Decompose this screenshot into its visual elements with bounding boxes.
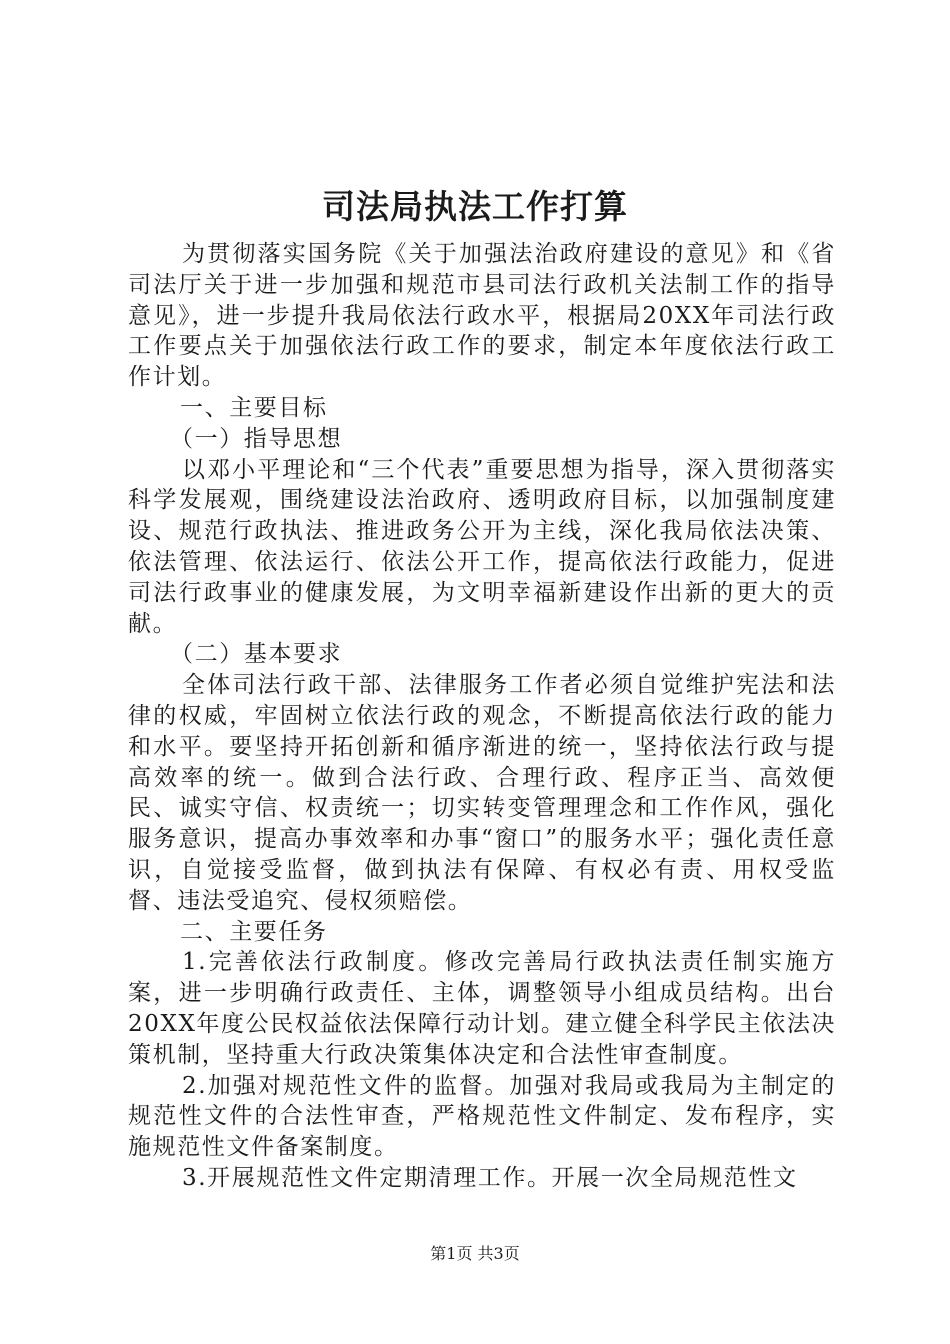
document-title: 司法局执法工作打算 xyxy=(322,187,628,226)
intro-paragraph: 为贯彻落实国务院《关于加强法治政府建设的意见》和《省司法厅关于进一步加强和规范市县司法行政机关法制工作的指导意见》，进一步提升我局依法行政水平，根据局20XX年司法行政工作要点关于加强依法行政工作的要求，制定本年度依法行政工作计划。 xyxy=(128,241,836,391)
task-item-1: 1.完善依法行政制度。修改完善局行政执法责任制实施方案，进一步明确行政责任、主体，调整领导小组成员结构。出台20XX年度公民权益依法保障行动计划。建立健全科学民主依法决策机制，坚持重大行政决策集体决定和合法性审查制度。 xyxy=(128,949,837,1068)
task-item-2: 2.加强对规范性文件的监督。加强对我局或我局为主制定的规范性文件的合法性审查，严格规范性文件制定、发布程序，实施规范性文件备案制度。 xyxy=(128,1072,836,1161)
section-heading-tasks: 二、主要任务 xyxy=(180,918,328,945)
subsection-heading-guiding-ideology: （一）指导思想 xyxy=(170,425,343,452)
subsection-heading-basic-requirements: （二）基本要求 xyxy=(170,641,343,668)
section-heading-goals: 一、主要目标 xyxy=(180,394,328,421)
page-number-footer: 第1页 共3页 xyxy=(430,1244,520,1263)
task-item-3: 3.开展规范性文件定期清理工作。开展一次全局规范性文 xyxy=(182,1164,798,1191)
basic-requirements-paragraph: 全体司法行政干部、法律服务工作者必须自觉维护宪法和法律的权威，牢固树立依法行政的观念，不断提高依法行政的能力和水平。要坚持开拓创新和循序渐进的统一，坚持依法行政与提高效率的统一。做到合法行政、合理行政、程序正当、高效便民、诚实守信、权责统一；切实转变管理理念和工作作风，强化服务意识，提高办事效率和办事“窗口”的服务水平；强化责任意识，自觉接受监督，做到执法有保障、有权必有责、用权受监督、违法受追究、侵权须赔偿。 xyxy=(128,672,836,914)
document-body xyxy=(128,239,836,1194)
guiding-ideology-paragraph: 以邓小平理论和“三个代表”重要思想为指导，深入贯彻落实科学发展观，围绕建设法治政府、透明政府目标，以加强制度建设、规范行政执法、推进政务公开为主线，深化我局依法决策、依法管理、依法运行、依法公开工作，提高依法行政能力，促进司法行政事业的健康发展，为文明幸福新建设作出新的更大的贡献。 xyxy=(128,456,836,637)
